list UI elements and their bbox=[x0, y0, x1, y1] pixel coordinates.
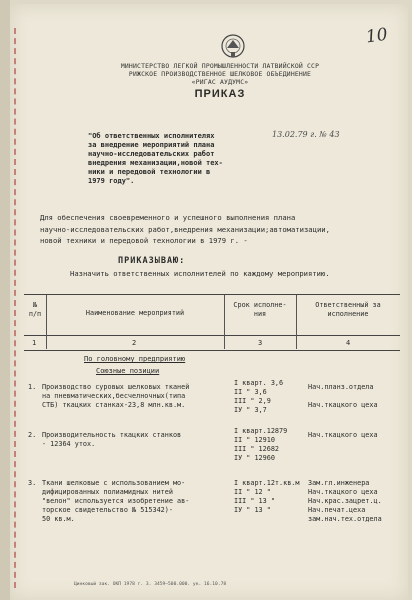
header-ministry: МИНИСТЕРСТВО ЛЕГКОЙ ПРОМЫШЛЕННОСТИ ЛАТВИЙСКОЙ ССР bbox=[120, 62, 320, 70]
col-num-1: 1 bbox=[32, 339, 37, 347]
col-num-2: 2 bbox=[132, 339, 137, 347]
row-number: 3. bbox=[28, 479, 37, 487]
row-measure: Производительность ткацких станков - 12364 утох. bbox=[42, 431, 182, 448]
header-number: № п/п bbox=[28, 301, 42, 318]
order-subject: "Об ответственных исполнителях за внедрение мероприятий плана научно-исследовательских работ внедрения механизации,новой тех- ники и передовой технологии в 1979 году". bbox=[88, 132, 223, 185]
row-responsible: Нач.ткацкого цеха bbox=[308, 431, 378, 439]
binding-stitches bbox=[14, 28, 19, 588]
print-footnote: Цинковый зак. ОКП 1978 г. 3. 3459—500.000. ук. 16.10.78 bbox=[74, 582, 227, 587]
document-sheet bbox=[10, 4, 408, 600]
intro-paragraph: Для обеспечения своевременного и успешного выполнения плана научно-исследовательских работ,внедрения механизации;автоматизации, новой техники и передовой технологии в 1979 г. - bbox=[40, 213, 330, 245]
table-header bbox=[24, 294, 400, 336]
row-term: I кварт.12т.кв.м II " 12 " III " 13 " IУ " 13 " bbox=[234, 479, 300, 514]
row-measure: Ткани шелковые с использованием мо- дифицированных полиамидных нитей "велон" используется изобретение ав- торское свидетельство № 515342)- 50 кв.м. bbox=[42, 479, 190, 523]
header-responsible: Ответственный за исполнение bbox=[315, 301, 381, 318]
row-number: 1. bbox=[28, 383, 37, 391]
col-num-3: 3 bbox=[258, 339, 263, 347]
document-title: ПРИКАЗ bbox=[194, 88, 246, 100]
date-number-line: 13.02.79 г. № 43 bbox=[272, 130, 340, 139]
binding-strip bbox=[0, 0, 10, 600]
header-association: РИЖСКОЕ ПРОИЗВОДСТВЕННОЕ ШЕЛКОВОЕ ОБЪЕДИНЕНИЕ bbox=[128, 70, 312, 78]
row-term: I кварт.12879 II " 12910 III " 12682 IУ " 12960 bbox=[234, 427, 288, 462]
orders-heading: ПРИКАЗЫВАЮ: bbox=[118, 256, 186, 266]
row-responsible: Зам.гл.инженера Нач.ткацкого цеха Нач.крас.зацрет.ц. Нач.печат.цеха зам.нач.тех.отдела bbox=[308, 479, 382, 523]
header-measure: Наименование мероприятий bbox=[85, 309, 185, 317]
header-company: «РИГАС АУДУМС» bbox=[191, 78, 249, 86]
row-responsible: Нач.планз.отдела Нач.ткацкого цеха bbox=[308, 383, 378, 409]
page-number: 10 bbox=[364, 24, 389, 48]
row-term: I кварт. 3,6 II " 3,6 III " 2,9 IУ " 3,7 bbox=[234, 379, 284, 414]
column-numbers-row bbox=[24, 336, 400, 351]
row-measure: Производство суровых шелковых тканей на пневматических,бесчелночных(типа СТБ) ткацких станках-23,8 млн.кв.м. bbox=[42, 383, 190, 409]
appoint-line: Назначить ответственных исполнителей по каждому мероприятию. bbox=[70, 269, 330, 278]
row-number: 2. bbox=[28, 431, 37, 439]
col-num-4: 4 bbox=[346, 339, 351, 347]
subsection-heading: Союзные позиции bbox=[96, 367, 160, 375]
section-heading: По головному предприятию bbox=[84, 355, 186, 363]
header-term: Срок исполне- ния bbox=[233, 301, 287, 318]
state-emblem-icon bbox=[218, 32, 248, 60]
measures-table bbox=[24, 294, 400, 523]
